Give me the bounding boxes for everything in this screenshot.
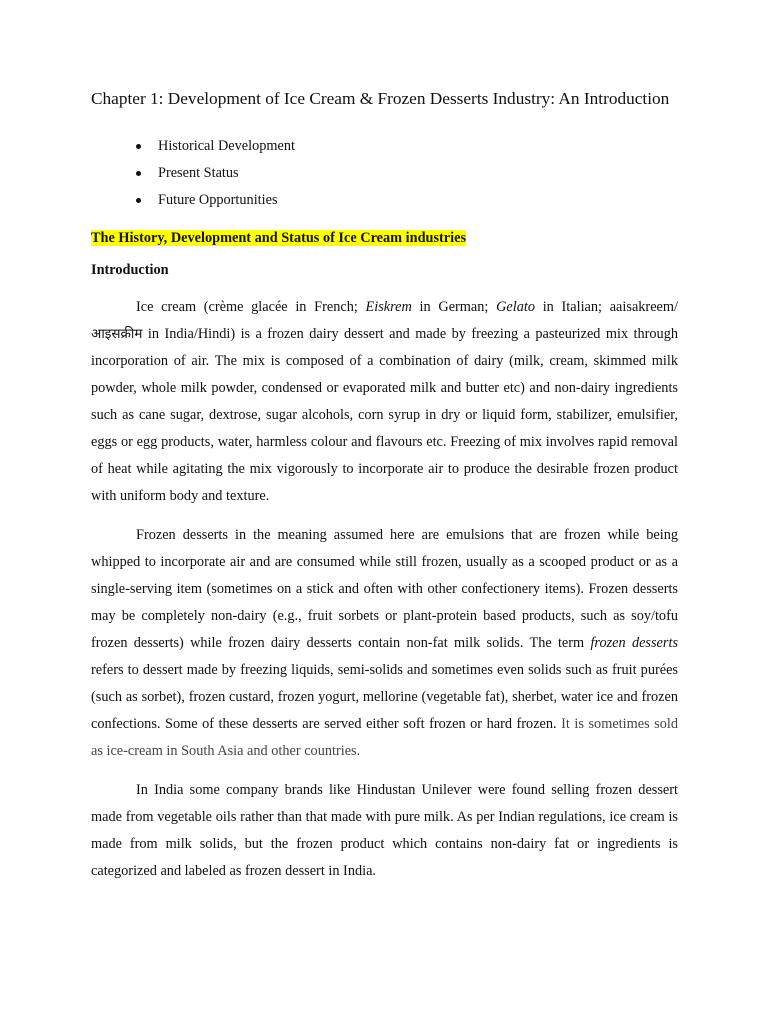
bullet-icon (136, 198, 141, 203)
hindi-term: आइसक्रीम (91, 326, 143, 342)
topic-item (136, 160, 678, 187)
topic-label: Historical Development (158, 138, 295, 154)
text-run: in India/Hindi) is a frozen dairy dessert and made by freezing a pasteurized mix through incorporation of air. The mix is composed of a combination of dairy (milk, cream, skimmed milk powder, whole milk powder, condensed or evaporated milk and butter etc) and non-dairy ingredients such as cane sugar, dextrose, sugar alcohols, corn syrup in dry or liquid form, stabilizer, emulsifier, eggs or egg products, water, harmless colour and flavours etc. Freezing of mix involves rapid removal of heat while agitating the mix vigorously to incorporate air to produce the desirable frozen product with uniform body and texture. (91, 326, 678, 504)
topic-item (136, 133, 678, 160)
topic-label: Future Opportunities (158, 192, 278, 208)
paragraph-india-regulation: In India some company brands like Hindustan Unilever were found selling frozen dessert made from vegetable oils rather than that made with pure milk. As per Indian regulations, ice cream is made from milk solids, but the frozen product which contains non-dairy fat or ingredients is categorized and labeled as frozen dessert in India. (91, 782, 678, 879)
italic-term: Eiskrem (365, 299, 412, 315)
text-run: Frozen desserts in the meaning assumed here are emulsions that are frozen while being whipped to incorporate air and are consumed while still frozen, usually as a scooped product or as a single-serving item (sometimes on a stick and often with other confectionery items). Frozen desserts may be completely non-dairy (e.g., fruit sorbets or plant-protein based products, such as soy/tofu frozen desserts) while frozen dairy desserts contain non-fat milk solids. The term (91, 527, 678, 651)
introduction-heading: Introduction (91, 262, 169, 278)
section-heading (91, 228, 678, 248)
document-page (91, 84, 678, 885)
paragraph-frozen-desserts (91, 522, 678, 765)
chapter-title: Chapter 1: Development of Ice Cream & Frozen Desserts Industry: An Introduction (91, 89, 670, 108)
italic-term: Gelato (496, 299, 536, 315)
text-run: in German; (411, 299, 497, 315)
bullet-icon (136, 144, 141, 149)
text-run: refers to dessert made by freezing liquids, semi-solids and sometimes even solids such as fruit purées (such as sorbet), frozen custard, frozen yogurt, mellorine (vegetable fat), sherbet, water ice and frozen confections. Some of these desserts are served either soft frozen or hard frozen. (91, 662, 678, 732)
text-run: in Italian; aaisakreem/ (535, 299, 678, 315)
text-run: Ice cream (136, 299, 204, 315)
topic-item (136, 187, 678, 214)
paragraph-ice-cream-definition (91, 294, 678, 510)
highlighted-heading-text: The History, Development and Status of Ice Cream industries (91, 230, 467, 246)
italic-term: frozen desserts (590, 635, 679, 651)
topic-label: Present Status (158, 165, 239, 181)
topic-list (91, 133, 678, 214)
text-run: It is sometimes sold as ice-cream in South Asia and other countries. (91, 716, 679, 759)
bullet-icon (136, 171, 141, 176)
text-run: (crème glacée in French; (203, 299, 366, 315)
